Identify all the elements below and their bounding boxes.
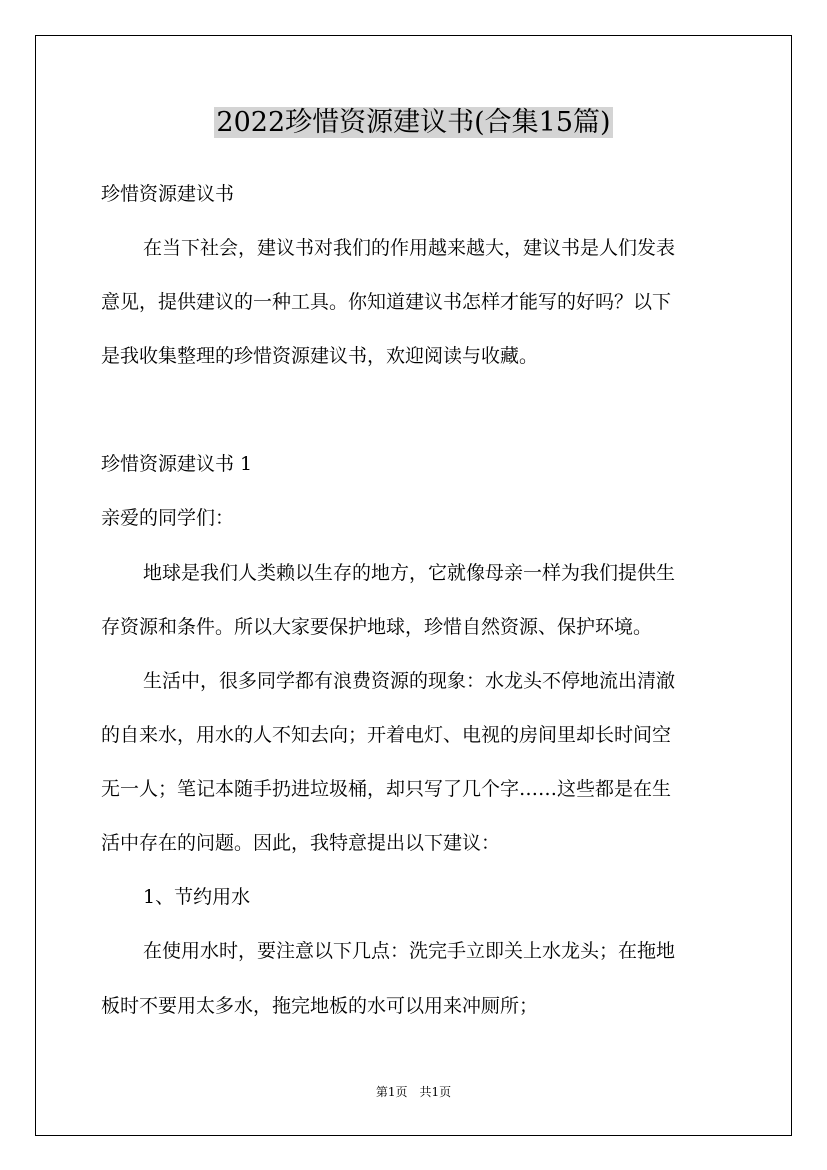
- document-title: [0, 103, 827, 143]
- paragraph-line: 的自来水，用水的人不知去向；开着电灯、电视的房间里却长时间空: [101, 724, 672, 746]
- section-heading: 珍惜资源建议书 1: [101, 453, 253, 475]
- paragraph-line: 活中存在的问题。因此，我特意提出以下建议：: [101, 832, 501, 854]
- paragraph-line: 板时不要用太多水，拖完地板的水可以用来冲厕所；: [101, 995, 539, 1017]
- list-item-heading: 1、节约用水: [143, 886, 251, 908]
- paragraph-line: 意见，提供建议的一种工具。你知道建议书怎样才能写的好吗？以下: [101, 291, 672, 313]
- paragraph-line: 是我收集整理的珍惜资源建议书，欢迎阅读与收藏。: [101, 345, 539, 367]
- paragraph-line: 存资源和条件。所以大家要保护地球，珍惜自然资源、保护环境。: [101, 616, 653, 638]
- document-title-text: 2022珍惜资源建议书(合集15篇): [216, 107, 611, 138]
- page-number-footer: 第1页 共1页: [375, 1085, 452, 1099]
- paragraph-line: 在当下社会，建议书对我们的作用越来越大，建议书是人们发表: [143, 237, 676, 259]
- salutation: 亲爱的同学们：: [101, 507, 235, 529]
- paragraph-line: 地球是我们人类赖以生存的地方，它就像母亲一样为我们提供生: [143, 562, 676, 584]
- paragraph-line: 生活中，很多同学都有浪费资源的现象：水龙头不停地流出清澈: [143, 670, 676, 692]
- paragraph-line: 无一人；笔记本随手扔进垃圾桶，却只写了几个字……这些都是在生: [101, 778, 672, 800]
- paragraph-line: 在使用水时，要注意以下几点：洗完手立即关上水龙头；在拖地: [143, 940, 676, 962]
- intro-heading: 珍惜资源建议书: [101, 183, 235, 205]
